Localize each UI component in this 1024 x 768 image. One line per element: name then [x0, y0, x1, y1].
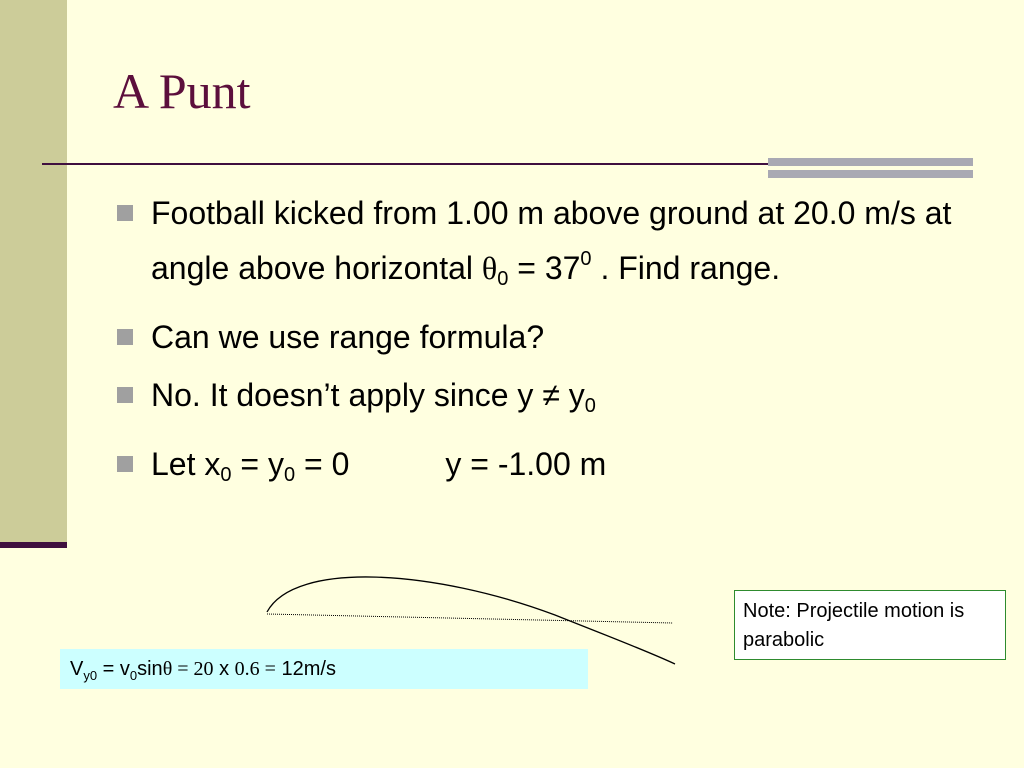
bullet-text: = 0: [295, 446, 350, 482]
eq-text: 12m/s: [275, 658, 336, 680]
bullet-text: y = -1.00 m: [445, 446, 607, 482]
left-decor-underline: [0, 542, 67, 548]
eq-text: = v: [97, 658, 130, 680]
eq-subscript: 0: [129, 668, 138, 683]
superscript: 0: [580, 248, 592, 270]
bullet-item: [113, 314, 963, 360]
bullet-text: . Find range.: [591, 250, 781, 286]
bullet-text: No. It doesn’t apply since y ≠ y: [151, 377, 585, 413]
subscript: 0: [220, 464, 232, 486]
eq-text: x: [213, 658, 235, 680]
title-divider: [42, 163, 772, 165]
square-bullet-icon: [117, 456, 133, 472]
eq-subscript: y0: [83, 668, 98, 683]
slide-title: A Punt: [113, 63, 251, 119]
velocity-equation-box: [60, 649, 588, 689]
square-bullet-icon: [117, 205, 133, 221]
bullet-text: Can we use range formula?: [151, 319, 545, 355]
title-divider-accent-top: [768, 158, 973, 166]
theta-symbol: θ: [481, 250, 498, 286]
bullet-item: [113, 441, 963, 498]
bullet-text: = 37: [508, 250, 581, 286]
note-callout: Note: Projectile motion is parabolic: [734, 590, 1006, 660]
eq-text: V: [70, 658, 84, 680]
bullet-text: = y: [231, 446, 284, 482]
bullet-item: [113, 190, 963, 302]
square-bullet-icon: [117, 329, 133, 345]
subscript: 0: [283, 464, 296, 486]
bullet-text: Let x: [151, 446, 221, 482]
bullet-text: Football kicked from 1.00 m above ground at 20.0 m/s at angle above horizontal: [151, 195, 952, 286]
left-decor-band: [0, 0, 67, 545]
ground-level-line: [267, 614, 673, 623]
eq-text: 0.6 =: [234, 658, 276, 680]
eq-text: sin: [137, 658, 163, 680]
subscript: 0: [584, 395, 596, 417]
bullet-list: [113, 190, 963, 510]
title-divider-accent-bottom: [768, 170, 973, 178]
eq-text: θ = 20: [162, 658, 214, 680]
subscript: 0: [497, 268, 509, 290]
square-bullet-icon: [117, 387, 133, 403]
bullet-item: [113, 372, 963, 429]
